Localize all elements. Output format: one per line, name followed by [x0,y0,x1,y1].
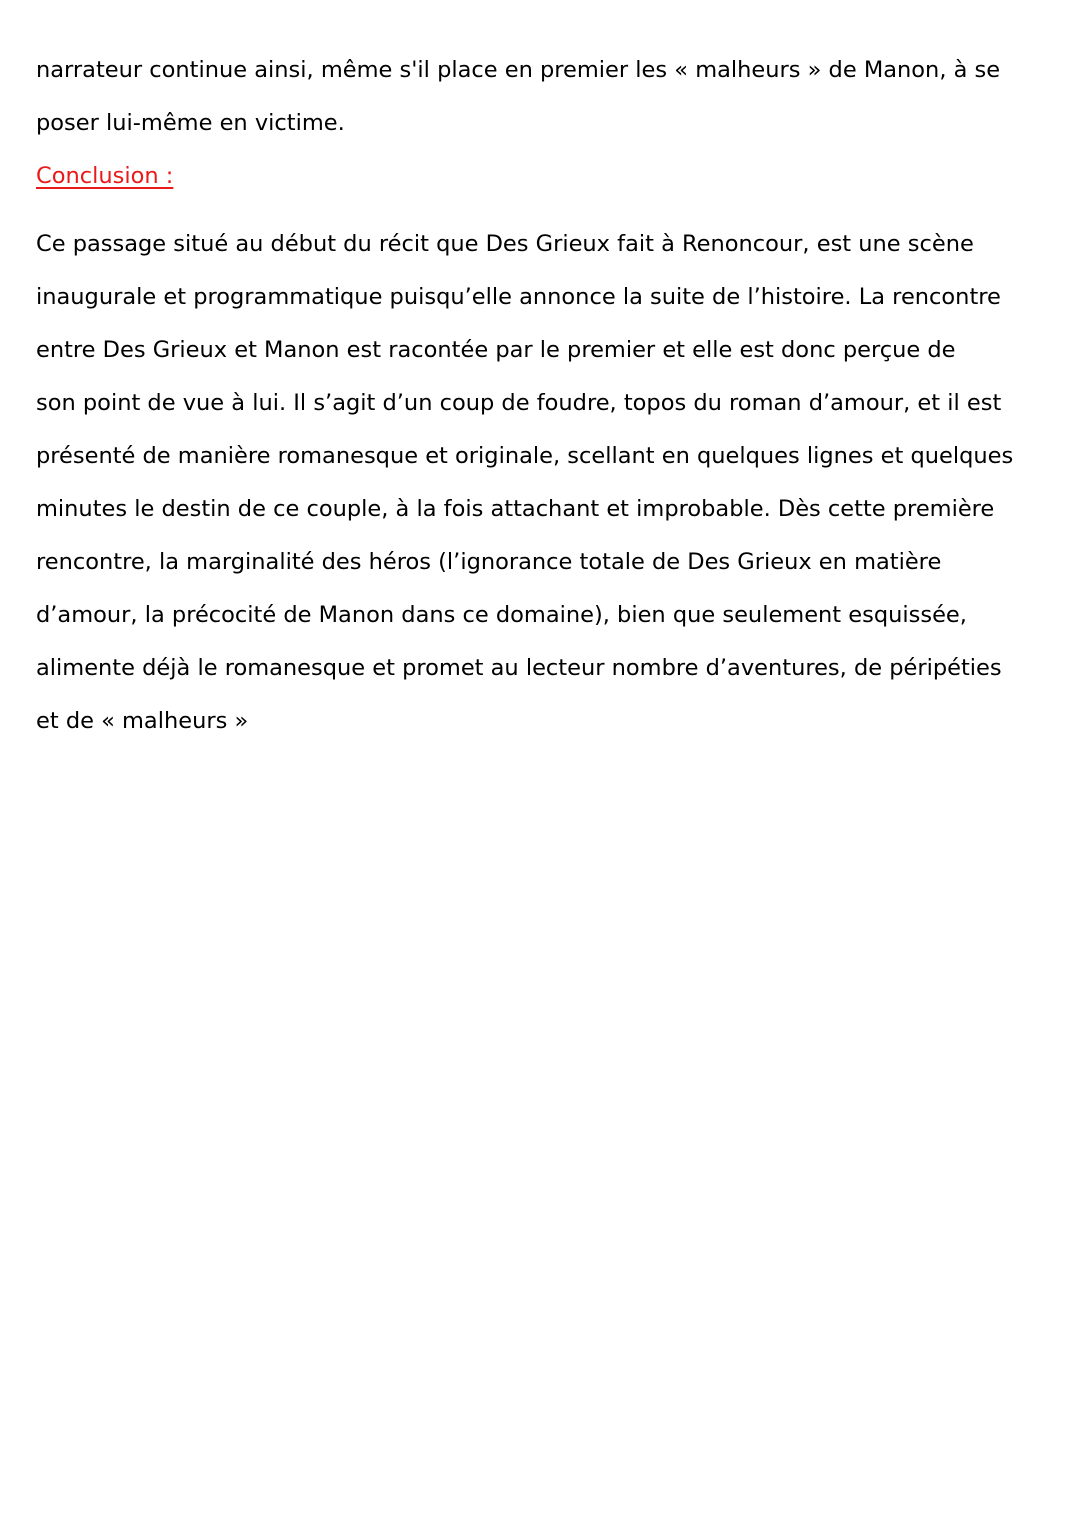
paragraph-line: Ce passage situé au début du récit que Des Grieux fait à Renoncour, est une scène [36,231,974,257]
paragraph-line: poser lui-même en victime. [36,110,345,136]
paragraph-line: inaugurale et programmatique puisqu’elle annonce la suite de l’histoire. La rencontre [36,284,1001,310]
paragraph-line: entre Des Grieux et Manon est racontée par le premier et elle est donc perçue de [36,337,956,363]
spacer [36,203,1051,218]
paragraph-line: son point de vue à lui. Il s’agit d’un coup de foudre, topos du roman d’amour, et il est [36,390,1002,416]
document-page [36,44,1051,748]
paragraph-line: rencontre, la marginalité des héros (l’ignorance totale de Des Grieux en matière [36,549,942,575]
paragraph-line: et de « malheurs » [36,708,249,734]
paragraph-line: d’amour, la précocité de Manon dans ce domaine), bien que seulement esquissée, [36,602,967,628]
conclusion-paragraph [36,218,1051,748]
paragraph-line: présenté de manière romanesque et originale, scellant en quelques lignes et quelques [36,443,1014,469]
intro-paragraph [36,44,1051,150]
conclusion-heading: Conclusion : [36,163,174,189]
paragraph-line: alimente déjà le romanesque et promet au lecteur nombre d’aventures, de péripéties [36,655,1002,681]
paragraph-line: narrateur continue ainsi, même s'il place en premier les « malheurs » de Manon, à se [36,57,1001,83]
paragraph-line: minutes le destin de ce couple, à la fois attachant et improbable. Dès cette première [36,496,995,522]
